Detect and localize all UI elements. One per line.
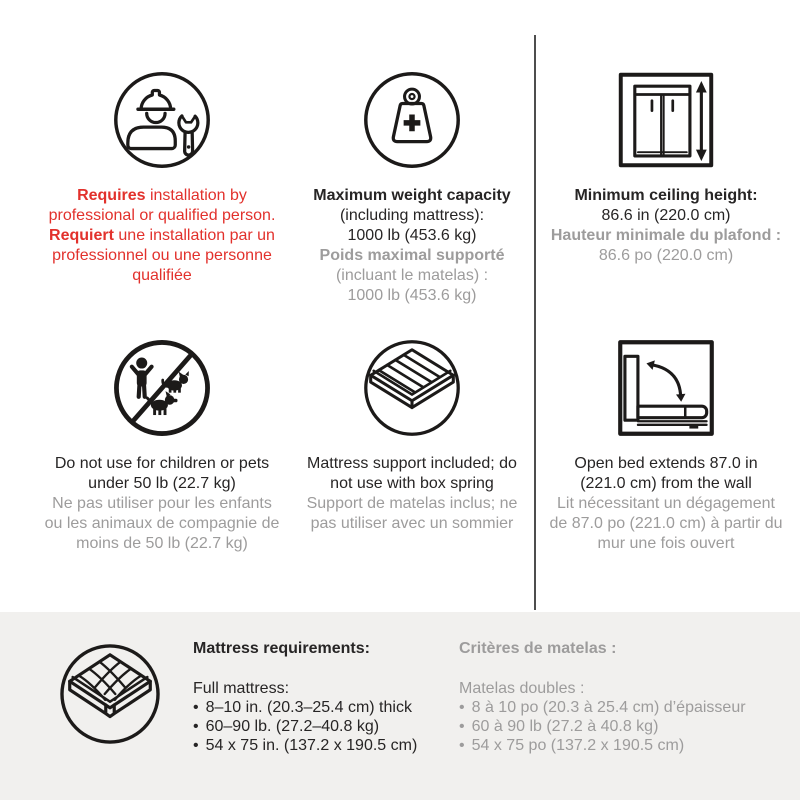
spec-line: pas utiliser avec un sommier bbox=[310, 515, 514, 532]
bullet-item: • 8–10 in. (20.3–25.4 cm) thick bbox=[193, 699, 412, 716]
ceiling-height-icon bbox=[541, 64, 791, 176]
spec-line: Requires installation by bbox=[77, 187, 247, 204]
spec-line: Support de matelas inclus; ne bbox=[306, 495, 518, 512]
bullet-icon: • bbox=[193, 699, 199, 716]
spec-line: moins de 50 lb (22.7 kg) bbox=[76, 535, 248, 552]
no-children-pets-icon bbox=[26, 332, 298, 444]
spec-line: Minimum ceiling height: bbox=[574, 187, 758, 204]
weight-capacity-icon bbox=[290, 64, 534, 176]
bullet-item: • 54 x 75 in. (137.2 x 190.5 cm) bbox=[193, 737, 418, 754]
bullet-icon: • bbox=[459, 737, 465, 754]
spec-line: de 87.0 po (221.0 cm) à partir du bbox=[549, 515, 783, 532]
spec-line: Requiert une installation par un bbox=[49, 227, 275, 244]
spec-cell-installation bbox=[26, 64, 298, 286]
spec-line: Lit nécessitant un dégagement bbox=[557, 495, 775, 512]
spec-line: Mattress support included; do bbox=[307, 455, 517, 472]
spec-line: 1000 lb (453.6 kg) bbox=[347, 227, 477, 244]
bullet-item: • 54 x 75 po (137.2 x 190.5 cm) bbox=[459, 737, 685, 754]
spec-line: ou les animaux de compagnie de bbox=[44, 515, 280, 532]
spec-cell-no-children-pets bbox=[26, 332, 298, 554]
spec-line: 86.6 po (220.0 cm) bbox=[598, 247, 734, 264]
spec-cell-open-bed bbox=[541, 332, 791, 554]
mattress-requirements-subtitle-fr: Matelas doubles : bbox=[459, 680, 585, 697]
spec-line: (incluant le matelas) : bbox=[335, 267, 489, 284]
spec-line: Open bed extends 87.0 in bbox=[574, 455, 758, 472]
bullet-item: • 60 à 90 lb (27.2 à 40.8 kg) bbox=[459, 718, 659, 735]
bullet-icon: • bbox=[193, 737, 199, 754]
spec-line: Hauteur minimale du plafond : bbox=[550, 227, 782, 244]
bullet-item: • 60–90 lb. (27.2–40.8 kg) bbox=[193, 718, 380, 735]
bullet-icon: • bbox=[193, 718, 199, 735]
bullet-icon: • bbox=[459, 699, 465, 716]
spec-line: Ne pas utiliser pour les enfants bbox=[52, 495, 272, 512]
spec-line: mur une fois ouvert bbox=[597, 535, 735, 552]
mattress-requirements-en bbox=[193, 639, 417, 755]
spec-line: professionnel ou une personne bbox=[52, 247, 272, 264]
spec-line: Poids maximal supporté bbox=[319, 247, 505, 264]
spec-line: qualifiée bbox=[132, 267, 192, 284]
spec-line: 86.6 in (220.0 cm) bbox=[601, 207, 731, 224]
mattress-requirements-fr bbox=[459, 639, 746, 755]
mattress-icon bbox=[57, 641, 163, 747]
spec-line: under 50 lb (22.7 kg) bbox=[88, 475, 236, 492]
mattress-requirements-panel bbox=[0, 612, 800, 800]
spec-cell-ceiling-height bbox=[541, 64, 791, 266]
spec-cell-max-weight bbox=[290, 64, 534, 306]
spec-line: Do not use for children or pets bbox=[54, 455, 270, 472]
bullet-icon: • bbox=[459, 718, 465, 735]
mattress-requirements-subtitle-en: Full mattress: bbox=[193, 680, 290, 697]
spec-line: (221.0 cm) from the wall bbox=[580, 475, 752, 492]
mattress-requirements-title-fr: Critères de matelas : bbox=[459, 640, 617, 657]
spec-line: not use with box spring bbox=[330, 475, 494, 492]
spec-line: professional or qualified person. bbox=[48, 207, 276, 224]
spec-line: (including mattress): bbox=[339, 207, 485, 224]
mattress-requirements-title-en: Mattress requirements: bbox=[193, 640, 370, 657]
bullet-item: • 8 à 10 po (20.3 à 25.4 cm) d’épaisseur bbox=[459, 699, 746, 716]
vertical-divider bbox=[534, 35, 536, 610]
spec-line: 1000 lb (453.6 kg) bbox=[347, 287, 477, 304]
spec-cell-mattress-support bbox=[290, 332, 534, 534]
spec-line: Maximum weight capacity bbox=[313, 187, 511, 204]
installer-icon bbox=[26, 64, 298, 176]
open-bed-icon bbox=[541, 332, 791, 444]
mattress-support-icon bbox=[290, 332, 534, 444]
